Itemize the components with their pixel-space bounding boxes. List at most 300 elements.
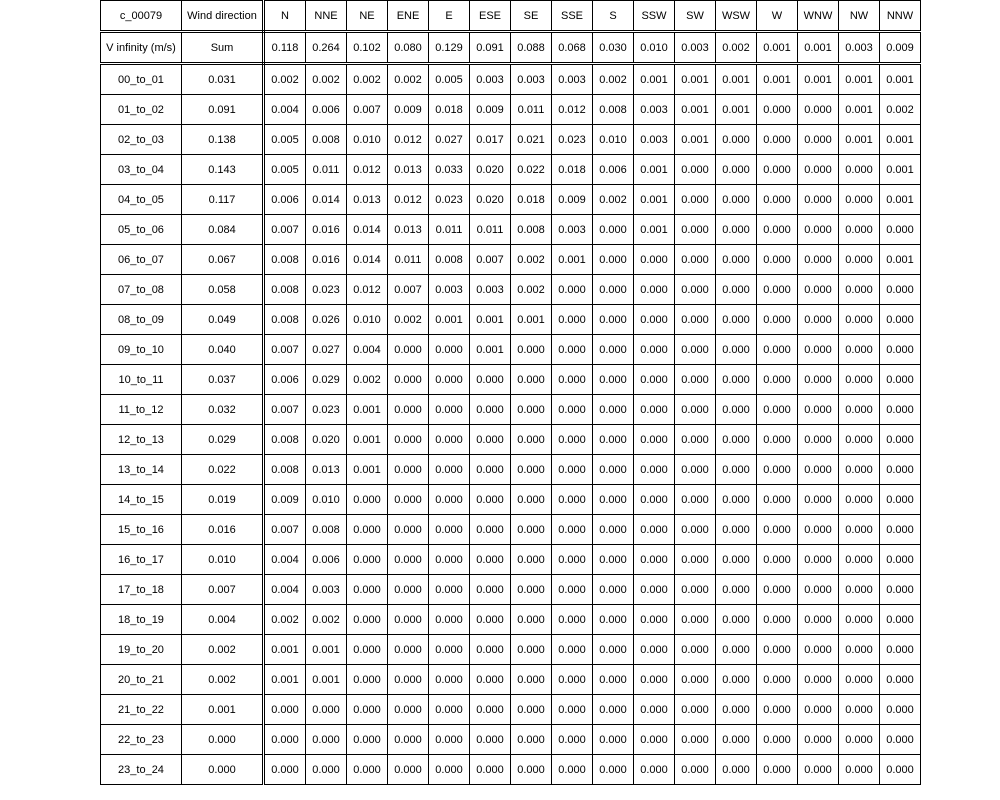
speed-bin-label: 09_to_10 xyxy=(101,335,182,365)
frequency-cell: 0.018 xyxy=(429,95,470,125)
frequency-cell: 0.000 xyxy=(552,365,593,395)
frequency-cell: 0.000 xyxy=(429,665,470,695)
direction-header-sse: SSE xyxy=(552,1,593,32)
frequency-cell: 0.000 xyxy=(675,455,716,485)
frequency-cell: 0.000 xyxy=(757,635,798,665)
frequency-cell: 0.008 xyxy=(593,95,634,125)
frequency-cell: 0.000 xyxy=(347,575,388,605)
frequency-cell: 0.000 xyxy=(511,485,552,515)
frequency-cell: 0.000 xyxy=(634,695,675,725)
frequency-cell: 0.008 xyxy=(264,245,306,275)
frequency-cell: 0.005 xyxy=(264,155,306,185)
frequency-cell: 0.000 xyxy=(798,155,839,185)
frequency-cell: 0.000 xyxy=(757,725,798,755)
frequency-cell: 0.000 xyxy=(634,365,675,395)
direction-sum-cell: 0.068 xyxy=(552,32,593,64)
frequency-cell: 0.000 xyxy=(429,695,470,725)
frequency-cell: 0.012 xyxy=(388,185,429,215)
frequency-cell: 0.021 xyxy=(511,125,552,155)
speed-bin-label: 22_to_23 xyxy=(101,725,182,755)
table-row xyxy=(101,665,921,695)
frequency-cell: 0.007 xyxy=(470,245,511,275)
frequency-cell: 0.000 xyxy=(429,425,470,455)
table-row xyxy=(101,755,921,785)
frequency-cell: 0.002 xyxy=(306,605,347,635)
row-sum-cell: 0.007 xyxy=(182,575,264,605)
frequency-cell: 0.000 xyxy=(798,695,839,725)
direction-header-w: W xyxy=(757,1,798,32)
frequency-cell: 0.000 xyxy=(798,515,839,545)
frequency-cell: 0.000 xyxy=(552,575,593,605)
frequency-cell: 0.000 xyxy=(593,245,634,275)
frequency-cell: 0.000 xyxy=(839,695,880,725)
frequency-cell: 0.000 xyxy=(880,635,921,665)
frequency-cell: 0.000 xyxy=(716,185,757,215)
frequency-cell: 0.000 xyxy=(511,695,552,725)
frequency-cell: 0.000 xyxy=(388,755,429,785)
frequency-cell: 0.000 xyxy=(675,605,716,635)
frequency-cell: 0.023 xyxy=(306,395,347,425)
frequency-cell: 0.000 xyxy=(634,305,675,335)
frequency-cell: 0.000 xyxy=(798,305,839,335)
table-row xyxy=(101,365,921,395)
frequency-cell: 0.026 xyxy=(306,305,347,335)
frequency-cell: 0.001 xyxy=(880,245,921,275)
direction-sum-cell: 0.080 xyxy=(388,32,429,64)
frequency-cell: 0.004 xyxy=(264,575,306,605)
direction-header-ene: ENE xyxy=(388,1,429,32)
frequency-cell: 0.000 xyxy=(880,455,921,485)
frequency-cell: 0.001 xyxy=(839,125,880,155)
frequency-cell: 0.027 xyxy=(306,335,347,365)
speed-bin-label: 17_to_18 xyxy=(101,575,182,605)
frequency-cell: 0.007 xyxy=(264,395,306,425)
frequency-cell: 0.006 xyxy=(593,155,634,185)
frequency-cell: 0.000 xyxy=(675,635,716,665)
frequency-cell: 0.000 xyxy=(470,455,511,485)
frequency-cell: 0.000 xyxy=(552,305,593,335)
frequency-cell: 0.000 xyxy=(675,245,716,275)
frequency-cell: 0.000 xyxy=(552,605,593,635)
frequency-cell: 0.009 xyxy=(388,95,429,125)
frequency-cell: 0.000 xyxy=(552,695,593,725)
frequency-cell: 0.017 xyxy=(470,125,511,155)
direction-header-e: E xyxy=(429,1,470,32)
frequency-cell: 0.013 xyxy=(347,185,388,215)
table-row xyxy=(101,455,921,485)
table-row xyxy=(101,245,921,275)
frequency-cell: 0.000 xyxy=(675,155,716,185)
frequency-cell: 0.001 xyxy=(470,305,511,335)
frequency-cell: 0.013 xyxy=(306,455,347,485)
direction-header-ese: ESE xyxy=(470,1,511,32)
speed-bin-label: 11_to_12 xyxy=(101,395,182,425)
frequency-cell: 0.000 xyxy=(675,575,716,605)
frequency-cell: 0.000 xyxy=(798,245,839,275)
frequency-cell: 0.029 xyxy=(306,365,347,395)
table-row xyxy=(101,64,921,95)
frequency-cell: 0.000 xyxy=(593,335,634,365)
frequency-cell: 0.002 xyxy=(264,64,306,95)
frequency-cell: 0.000 xyxy=(675,215,716,245)
frequency-cell: 0.001 xyxy=(839,64,880,95)
frequency-cell: 0.008 xyxy=(306,125,347,155)
frequency-cell: 0.000 xyxy=(634,455,675,485)
frequency-cell: 0.000 xyxy=(675,395,716,425)
frequency-cell: 0.001 xyxy=(880,155,921,185)
frequency-cell: 0.009 xyxy=(470,95,511,125)
frequency-cell: 0.000 xyxy=(634,275,675,305)
frequency-cell: 0.001 xyxy=(264,665,306,695)
direction-header-s: S xyxy=(593,1,634,32)
frequency-cell: 0.023 xyxy=(552,125,593,155)
frequency-cell: 0.000 xyxy=(470,575,511,605)
table-row xyxy=(101,185,921,215)
direction-header-ssw: SSW xyxy=(634,1,675,32)
frequency-cell: 0.000 xyxy=(552,395,593,425)
frequency-cell: 0.000 xyxy=(264,755,306,785)
frequency-cell: 0.000 xyxy=(798,635,839,665)
frequency-cell: 0.009 xyxy=(264,485,306,515)
row-sum-cell: 0.067 xyxy=(182,245,264,275)
frequency-cell: 0.000 xyxy=(388,605,429,635)
frequency-cell: 0.000 xyxy=(880,545,921,575)
frequency-cell: 0.000 xyxy=(757,455,798,485)
frequency-cell: 0.000 xyxy=(388,455,429,485)
direction-sum-cell: 0.118 xyxy=(264,32,306,64)
table-row xyxy=(101,305,921,335)
speed-bin-label: 03_to_04 xyxy=(101,155,182,185)
frequency-cell: 0.000 xyxy=(511,575,552,605)
row-sum-cell: 0.084 xyxy=(182,215,264,245)
frequency-cell: 0.001 xyxy=(675,64,716,95)
frequency-cell: 0.000 xyxy=(347,725,388,755)
table-body xyxy=(101,1,921,785)
frequency-cell: 0.000 xyxy=(511,665,552,695)
frequency-cell: 0.013 xyxy=(388,155,429,185)
direction-header-nw: NW xyxy=(839,1,880,32)
frequency-cell: 0.000 xyxy=(429,365,470,395)
frequency-cell: 0.000 xyxy=(757,335,798,365)
frequency-cell: 0.000 xyxy=(388,425,429,455)
frequency-cell: 0.033 xyxy=(429,155,470,185)
frequency-cell: 0.000 xyxy=(757,95,798,125)
frequency-cell: 0.000 xyxy=(880,665,921,695)
frequency-cell: 0.000 xyxy=(716,215,757,245)
frequency-cell: 0.000 xyxy=(716,335,757,365)
frequency-cell: 0.000 xyxy=(511,605,552,635)
frequency-cell: 0.000 xyxy=(880,365,921,395)
frequency-cell: 0.000 xyxy=(798,455,839,485)
frequency-cell: 0.000 xyxy=(798,485,839,515)
frequency-cell: 0.002 xyxy=(511,245,552,275)
frequency-cell: 0.000 xyxy=(798,545,839,575)
frequency-cell: 0.000 xyxy=(593,395,634,425)
frequency-cell: 0.000 xyxy=(839,575,880,605)
table-row xyxy=(101,605,921,635)
frequency-cell: 0.009 xyxy=(552,185,593,215)
frequency-cell: 0.008 xyxy=(429,245,470,275)
frequency-cell: 0.000 xyxy=(429,755,470,785)
frequency-cell: 0.010 xyxy=(306,485,347,515)
frequency-cell: 0.000 xyxy=(470,725,511,755)
frequency-cell: 0.000 xyxy=(552,455,593,485)
frequency-cell: 0.000 xyxy=(798,215,839,245)
speed-bin-label: 14_to_15 xyxy=(101,485,182,515)
speed-bin-label: 01_to_02 xyxy=(101,95,182,125)
frequency-cell: 0.000 xyxy=(429,725,470,755)
frequency-cell: 0.011 xyxy=(511,95,552,125)
frequency-cell: 0.000 xyxy=(429,575,470,605)
wind-direction-header: Wind direction xyxy=(182,1,264,32)
frequency-cell: 0.000 xyxy=(675,425,716,455)
frequency-cell: 0.000 xyxy=(839,665,880,695)
frequency-cell: 0.000 xyxy=(470,605,511,635)
frequency-cell: 0.000 xyxy=(470,425,511,455)
frequency-cell: 0.000 xyxy=(675,185,716,215)
frequency-cell: 0.000 xyxy=(839,245,880,275)
direction-header-wnw: WNW xyxy=(798,1,839,32)
frequency-cell: 0.001 xyxy=(429,305,470,335)
row-sum-cell: 0.010 xyxy=(182,545,264,575)
table-row xyxy=(101,155,921,185)
frequency-cell: 0.007 xyxy=(264,515,306,545)
direction-sum-cell: 0.030 xyxy=(593,32,634,64)
frequency-cell: 0.000 xyxy=(716,155,757,185)
frequency-cell: 0.000 xyxy=(347,635,388,665)
frequency-cell: 0.000 xyxy=(511,545,552,575)
direction-header-ne: NE xyxy=(347,1,388,32)
frequency-cell: 0.000 xyxy=(634,425,675,455)
frequency-cell: 0.000 xyxy=(511,635,552,665)
frequency-cell: 0.000 xyxy=(757,515,798,545)
frequency-cell: 0.000 xyxy=(716,725,757,755)
direction-sum-cell: 0.001 xyxy=(757,32,798,64)
row-sum-cell: 0.031 xyxy=(182,64,264,95)
frequency-cell: 0.000 xyxy=(347,695,388,725)
frequency-cell: 0.007 xyxy=(388,275,429,305)
frequency-cell: 0.000 xyxy=(264,725,306,755)
speed-bin-label: 23_to_24 xyxy=(101,755,182,785)
frequency-cell: 0.000 xyxy=(593,755,634,785)
frequency-cell: 0.001 xyxy=(552,245,593,275)
frequency-cell: 0.000 xyxy=(880,305,921,335)
frequency-cell: 0.018 xyxy=(552,155,593,185)
frequency-cell: 0.000 xyxy=(511,455,552,485)
frequency-cell: 0.001 xyxy=(675,125,716,155)
row-sum-cell: 0.058 xyxy=(182,275,264,305)
frequency-cell: 0.000 xyxy=(388,665,429,695)
frequency-cell: 0.016 xyxy=(306,215,347,245)
frequency-cell: 0.000 xyxy=(880,695,921,725)
table-row xyxy=(101,215,921,245)
frequency-cell: 0.000 xyxy=(716,575,757,605)
frequency-cell: 0.000 xyxy=(880,575,921,605)
frequency-cell: 0.000 xyxy=(798,665,839,695)
frequency-cell: 0.000 xyxy=(839,275,880,305)
frequency-cell: 0.008 xyxy=(264,305,306,335)
direction-header-sw: SW xyxy=(675,1,716,32)
frequency-cell: 0.000 xyxy=(593,275,634,305)
frequency-cell: 0.000 xyxy=(593,425,634,455)
frequency-cell: 0.000 xyxy=(675,515,716,545)
frequency-cell: 0.002 xyxy=(306,64,347,95)
table-row xyxy=(101,425,921,455)
frequency-cell: 0.000 xyxy=(716,245,757,275)
direction-sum-cell: 0.003 xyxy=(839,32,880,64)
frequency-cell: 0.000 xyxy=(634,485,675,515)
frequency-cell: 0.003 xyxy=(634,125,675,155)
frequency-cell: 0.008 xyxy=(511,215,552,245)
frequency-cell: 0.018 xyxy=(511,185,552,215)
speed-bin-label: 19_to_20 xyxy=(101,635,182,665)
frequency-cell: 0.011 xyxy=(470,215,511,245)
speed-bin-label: 05_to_06 xyxy=(101,215,182,245)
frequency-cell: 0.000 xyxy=(593,635,634,665)
frequency-cell: 0.000 xyxy=(470,515,511,545)
frequency-cell: 0.000 xyxy=(716,695,757,725)
frequency-cell: 0.000 xyxy=(470,485,511,515)
frequency-cell: 0.001 xyxy=(511,305,552,335)
row-sum-cell: 0.000 xyxy=(182,725,264,755)
frequency-cell: 0.000 xyxy=(306,695,347,725)
frequency-cell: 0.000 xyxy=(470,545,511,575)
frequency-cell: 0.000 xyxy=(716,635,757,665)
direction-sum-cell: 0.009 xyxy=(880,32,921,64)
frequency-cell: 0.000 xyxy=(798,605,839,635)
frequency-cell: 0.001 xyxy=(880,64,921,95)
frequency-cell: 0.000 xyxy=(839,215,880,245)
frequency-cell: 0.000 xyxy=(798,575,839,605)
frequency-cell: 0.000 xyxy=(347,485,388,515)
row-sum-cell: 0.029 xyxy=(182,425,264,455)
speed-bin-label: 16_to_17 xyxy=(101,545,182,575)
frequency-cell: 0.000 xyxy=(306,755,347,785)
speed-bin-label: 18_to_19 xyxy=(101,605,182,635)
frequency-cell: 0.000 xyxy=(634,605,675,635)
frequency-cell: 0.000 xyxy=(880,725,921,755)
frequency-cell: 0.001 xyxy=(634,155,675,185)
frequency-cell: 0.000 xyxy=(511,725,552,755)
frequency-cell: 0.000 xyxy=(511,335,552,365)
frequency-cell: 0.000 xyxy=(839,155,880,185)
frequency-cell: 0.000 xyxy=(798,395,839,425)
frequency-cell: 0.027 xyxy=(429,125,470,155)
frequency-cell: 0.002 xyxy=(593,64,634,95)
frequency-cell: 0.000 xyxy=(716,605,757,635)
frequency-cell: 0.000 xyxy=(470,365,511,395)
speed-bin-label: 10_to_11 xyxy=(101,365,182,395)
frequency-cell: 0.001 xyxy=(347,425,388,455)
frequency-cell: 0.001 xyxy=(470,335,511,365)
frequency-cell: 0.000 xyxy=(470,695,511,725)
frequency-cell: 0.000 xyxy=(552,755,593,785)
frequency-cell: 0.010 xyxy=(593,125,634,155)
frequency-cell: 0.003 xyxy=(552,215,593,245)
frequency-cell: 0.014 xyxy=(347,245,388,275)
frequency-cell: 0.000 xyxy=(429,395,470,425)
frequency-cell: 0.000 xyxy=(593,455,634,485)
frequency-cell: 0.000 xyxy=(347,515,388,545)
frequency-cell: 0.002 xyxy=(593,185,634,215)
row-sum-cell: 0.019 xyxy=(182,485,264,515)
frequency-cell: 0.004 xyxy=(264,95,306,125)
frequency-cell: 0.020 xyxy=(470,185,511,215)
frequency-cell: 0.006 xyxy=(306,95,347,125)
frequency-cell: 0.000 xyxy=(675,695,716,725)
frequency-cell: 0.000 xyxy=(839,485,880,515)
frequency-cell: 0.000 xyxy=(839,395,880,425)
frequency-cell: 0.006 xyxy=(264,365,306,395)
sum-header-label: Sum xyxy=(182,32,264,64)
frequency-cell: 0.000 xyxy=(552,485,593,515)
speed-bin-label: 21_to_22 xyxy=(101,695,182,725)
frequency-cell: 0.000 xyxy=(880,275,921,305)
row-sum-cell: 0.001 xyxy=(182,695,264,725)
frequency-cell: 0.002 xyxy=(880,95,921,125)
frequency-cell: 0.007 xyxy=(347,95,388,125)
frequency-cell: 0.000 xyxy=(347,545,388,575)
frequency-cell: 0.000 xyxy=(798,185,839,215)
frequency-cell: 0.000 xyxy=(716,545,757,575)
frequency-cell: 0.000 xyxy=(593,605,634,635)
frequency-cell: 0.000 xyxy=(880,215,921,245)
frequency-cell: 0.000 xyxy=(347,605,388,635)
frequency-cell: 0.003 xyxy=(429,275,470,305)
table-row xyxy=(101,515,921,545)
row-sum-cell: 0.138 xyxy=(182,125,264,155)
frequency-cell: 0.000 xyxy=(470,755,511,785)
row-sum-cell: 0.037 xyxy=(182,365,264,395)
frequency-cell: 0.000 xyxy=(388,575,429,605)
frequency-cell: 0.001 xyxy=(347,455,388,485)
frequency-cell: 0.001 xyxy=(757,64,798,95)
table-row xyxy=(101,95,921,125)
header-row xyxy=(101,1,921,32)
frequency-cell: 0.000 xyxy=(798,365,839,395)
frequency-cell: 0.000 xyxy=(552,275,593,305)
frequency-cell: 0.002 xyxy=(264,605,306,635)
frequency-cell: 0.000 xyxy=(388,395,429,425)
frequency-cell: 0.012 xyxy=(347,275,388,305)
frequency-cell: 0.001 xyxy=(880,185,921,215)
frequency-cell: 0.000 xyxy=(880,515,921,545)
frequency-cell: 0.000 xyxy=(593,515,634,545)
frequency-cell: 0.000 xyxy=(757,395,798,425)
frequency-cell: 0.000 xyxy=(511,395,552,425)
row-sum-cell: 0.143 xyxy=(182,155,264,185)
wind-distribution-table xyxy=(100,0,921,785)
direction-sum-cell: 0.091 xyxy=(470,32,511,64)
frequency-cell: 0.000 xyxy=(839,545,880,575)
frequency-cell: 0.000 xyxy=(388,635,429,665)
frequency-cell: 0.000 xyxy=(634,635,675,665)
frequency-cell: 0.006 xyxy=(306,545,347,575)
frequency-cell: 0.000 xyxy=(880,755,921,785)
frequency-cell: 0.022 xyxy=(511,155,552,185)
frequency-cell: 0.001 xyxy=(716,95,757,125)
frequency-cell: 0.000 xyxy=(429,545,470,575)
frequency-cell: 0.001 xyxy=(306,635,347,665)
frequency-cell: 0.001 xyxy=(347,395,388,425)
frequency-cell: 0.000 xyxy=(880,605,921,635)
direction-sum-cell: 0.001 xyxy=(798,32,839,64)
frequency-cell: 0.000 xyxy=(839,635,880,665)
speed-bin-label: 06_to_07 xyxy=(101,245,182,275)
direction-sum-cell: 0.129 xyxy=(429,32,470,64)
frequency-cell: 0.000 xyxy=(757,245,798,275)
frequency-cell: 0.004 xyxy=(264,545,306,575)
